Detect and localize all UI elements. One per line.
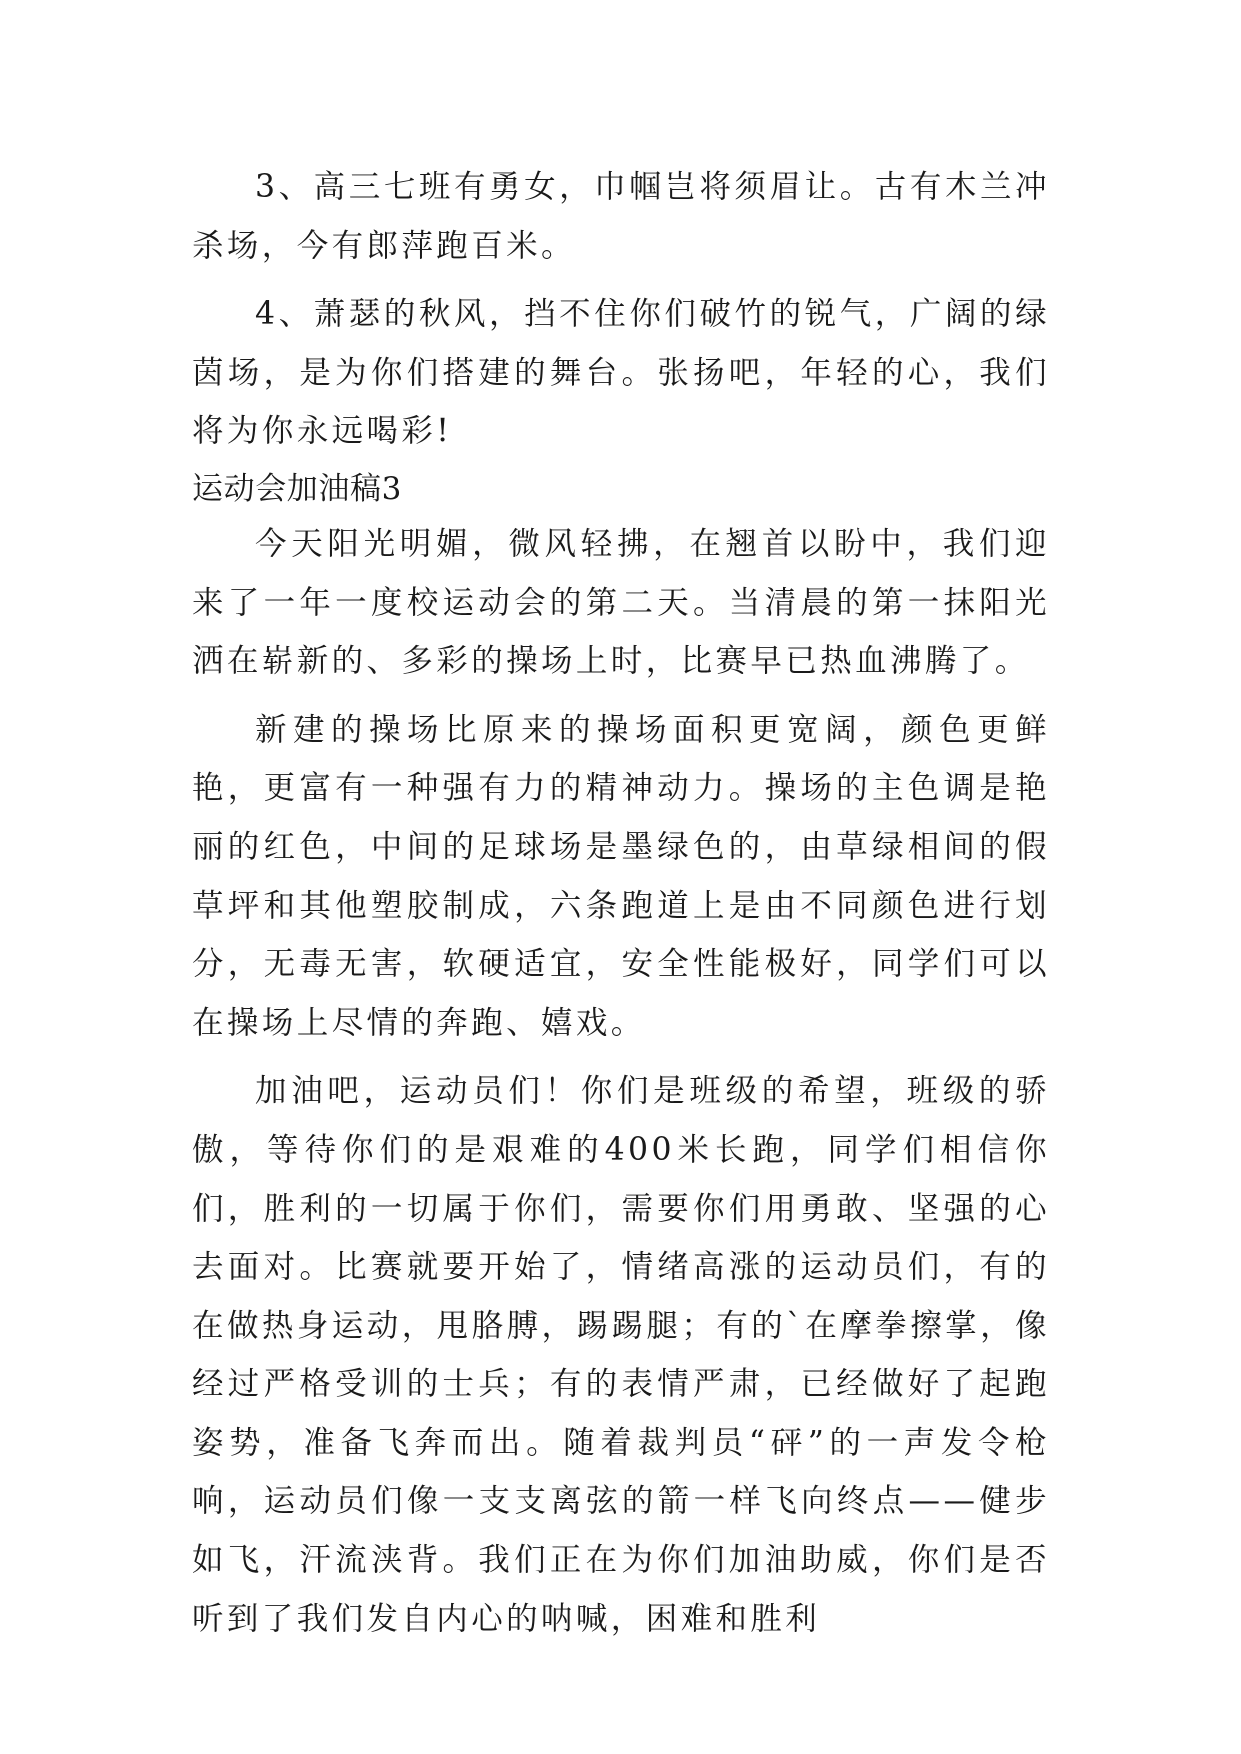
document-body [192,158,1050,1658]
paragraph-cheer-3: 3、高三七班有勇女，巾帼岂将须眉让。古有木兰冲杀场，今有郎萍跑百米。 [192,169,1050,264]
section-heading: 运动会加油稿3 [192,470,402,507]
paragraph-race: 加油吧，运动员们！你们是班级的希望，班级的骄傲，等待你们的是艰难的400米长跑，同学们相信你们，胜利的一切属于你们，需要你们用勇敢、坚强的心去面对。比赛就要开始了，情绪高涨的运动员们，有的在做热身运动，甩胳膊，踢踢腿；有的`在摩拳擦掌，像经过严格受训的士兵；有的表情严肃，已经做好了起跑姿势，准备飞奔而出。随着裁判员“砰”的一声发令枪响，运动员们像一支支离弦的箭一样飞向终点——健步如飞，汗流浃背。我们正在为你们加油助威，你们是否听到了我们发自内心的呐喊，困难和胜利 [192,1073,1050,1637]
paragraph-cheer-4: 4、萧瑟的秋风，挡不住你们破竹的锐气，广阔的绿茵场，是为你们搭建的舞台。张扬吧，年轻的心，我们将为你永远喝彩! [192,296,1050,450]
paragraph-intro: 今天阳光明媚，微风轻拂，在翘首以盼中，我们迎来了一年一度校运动会的第二天。当清晨的第一抹阳光洒在崭新的、多彩的操场上时，比赛早已热血沸腾了。 [192,525,1050,680]
paragraph-playground: 新建的操场比原来的操场面积更宽阔，颜色更鲜艳，更富有一种强有力的精神动力。操场的主色调是艳丽的红色，中间的足球场是墨绿色的，由草绿相间的假草坪和其他塑胶制成，六条跑道上是由不同颜色进行划分，无毒无害，软硬适宜，安全性能极好，同学们可以在操场上尽情的奔跑、嬉戏。 [192,711,1050,1041]
